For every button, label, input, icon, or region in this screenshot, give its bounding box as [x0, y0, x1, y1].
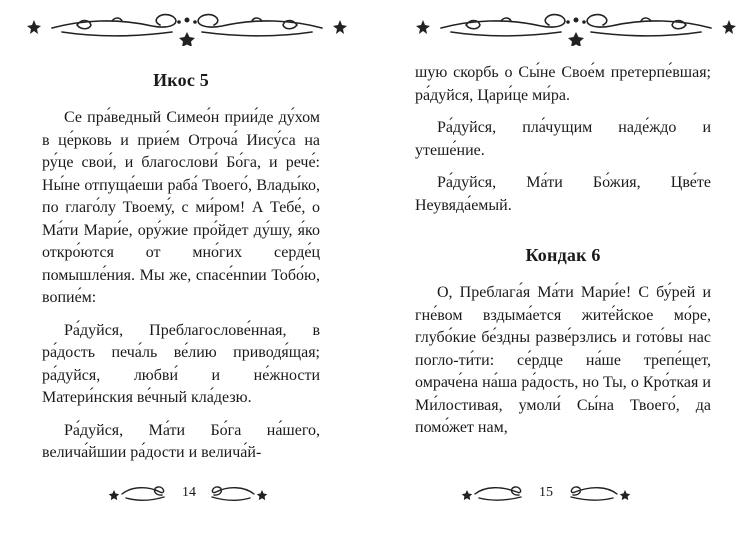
ikos-heading: Икос 5	[153, 70, 209, 90]
kondak-heading: Кондак 6	[525, 245, 601, 265]
rejoice-paragraph: Ра́дуйся, Ма́ти Бо́га на́шего, велича́йшии ра́дости и велича́й-	[42, 421, 320, 461]
right-text	[415, 62, 711, 450]
header-ornament-icon	[22, 8, 352, 46]
rejoice-paragraph: Ра́дуйся, Ма́ти Бо́жия, Цве́те Неувяда́емый.	[415, 174, 711, 214]
header-ornament-icon	[411, 8, 741, 46]
ikos-paragraph: Се пра́ведный Симео́н прии́де ду́хом в це́рковь и прие́м Отроча́ Иису́са на ру́це свои́, и благослови́ Бо́га, и рече́: Ны́не отпуща́еши раба́ Твоего́, Влады́ко, по глаго́лу Твоему́, с ми́ром! А Тебе́, о Ма́ти Мари́е, ору́жие про́йдет ду́шу, я́ко откро́ются от мно́гих серде́ц помышле́ния. Мы же, спасе́нnии Тобо́ю, вопие́м:	[42, 109, 320, 306]
continued-paragraph: шую скорбь о Сы́не Свое́м претерпе́вшая; ра́дуйся, Цари́це ми́ра.	[415, 64, 711, 104]
kondak-paragraph: О, Преблага́я Ма́ти Мари́е! С бу́рей и гне́вом вздыма́ется жите́йское мо́ре, глубо́кие бе́здны разве́рзлись и гото́вы нас погло-ти́ти: се́рдце на́ше трепе́щет, омраче́на на́ша ра́дость, но Ты, о Кро́ткая и Ми́лостивая, умоли́ Сы́на Твоего́, да помо́жет нам,	[415, 284, 711, 436]
page-footer	[108, 478, 268, 508]
rejoice-paragraph: Ра́дуйся, пла́чущим наде́ждо и утеше́ние.	[415, 119, 711, 159]
page-footer	[461, 478, 631, 508]
rejoice-paragraph: Ра́дуйся, Преблагослове́нная, в ра́дость печа́ль ве́лию приводя́щая; ра́дуйся, любви́ и не́жности Матери́нския ве́чный кла́дезю.	[42, 321, 320, 406]
right-page	[375, 0, 750, 540]
page-number: 15	[539, 485, 553, 500]
left-text	[42, 62, 320, 475]
page-number: 14	[182, 485, 196, 500]
